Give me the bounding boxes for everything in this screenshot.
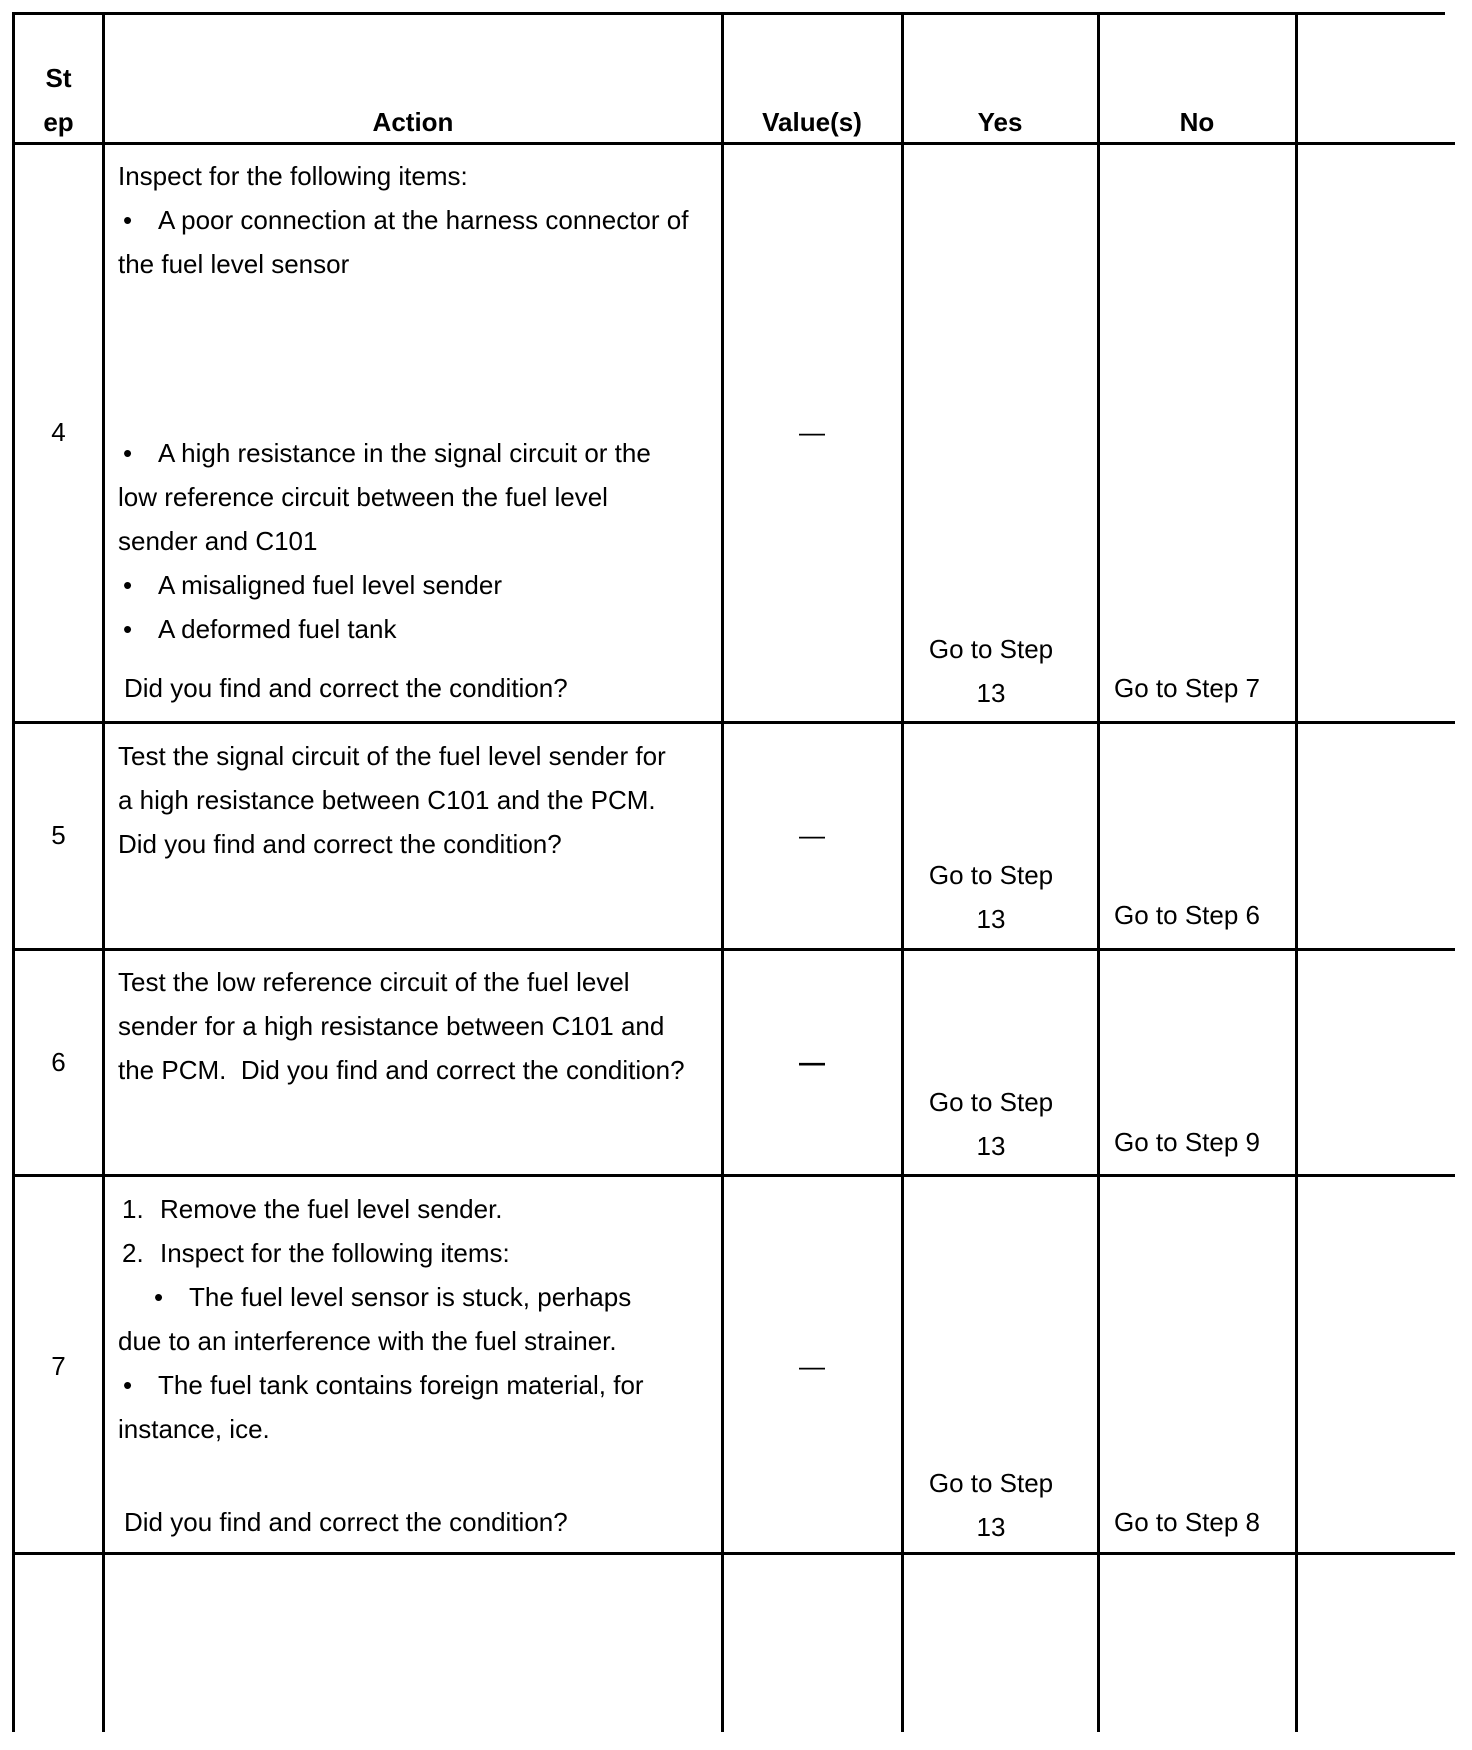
action-line: Test the low reference circuit of the fuel level	[118, 967, 630, 997]
action-line: the fuel level sensor	[118, 249, 350, 279]
value-cell: —	[799, 1351, 825, 1381]
col-divider	[1295, 15, 1298, 1732]
row-divider	[15, 1174, 1455, 1177]
no-cell: Go to Step 7	[1114, 673, 1260, 703]
action-line: low reference circuit between the fuel level	[118, 482, 608, 512]
action-bullet: • A poor connection at the harness connector of	[158, 198, 688, 242]
action-line: a high resistance between C101 and the PCM.	[118, 785, 656, 815]
header-values: Value(s)	[762, 107, 862, 137]
header-step-line1: St	[45, 63, 72, 93]
item-number: 1.	[122, 1194, 144, 1224]
yes-cell	[902, 1080, 1080, 1168]
item-number: 2.	[122, 1238, 144, 1268]
action-line: Did you find and correct the condition?	[118, 829, 562, 859]
action-cell-continued	[118, 431, 651, 651]
action-line: instance, ice.	[118, 1414, 270, 1444]
yes-cell	[902, 853, 1080, 941]
no-cell: Go to Step 6	[1114, 900, 1260, 930]
action-numbered-item	[118, 1231, 644, 1275]
action-line: Inspect for the following items:	[118, 161, 468, 191]
item-text: Remove the fuel level sender.	[160, 1194, 503, 1224]
col-divider	[102, 15, 105, 1732]
yes-line2: 13	[976, 678, 1006, 708]
action-numbered-item	[118, 1187, 644, 1231]
action-line: due to an interference with the fuel strainer.	[118, 1326, 617, 1356]
action-question: Did you find and correct the condition?	[124, 673, 568, 703]
col-divider	[1097, 15, 1100, 1732]
yes-line1: Go to Step	[928, 860, 1054, 890]
value-cell: —	[799, 820, 825, 850]
yes-cell	[902, 1461, 1080, 1549]
row-divider	[15, 948, 1455, 951]
action-cell	[118, 960, 685, 1092]
yes-line2: 13	[976, 1512, 1006, 1542]
header-no: No	[1179, 107, 1215, 137]
row-divider	[15, 1552, 1455, 1555]
action-bullet: • The fuel level sensor is stuck, perhaps	[189, 1275, 644, 1319]
step-number: 4	[51, 417, 66, 447]
yes-line2: 13	[976, 904, 1006, 934]
action-cell	[118, 734, 666, 866]
step-number: 5	[51, 820, 66, 850]
header-step-line2: ep	[43, 107, 74, 137]
yes-line1: Go to Step	[928, 1468, 1054, 1498]
no-cell: Go to Step 8	[1114, 1507, 1260, 1537]
action-question: Did you find and correct the condition?	[124, 1507, 568, 1537]
item-text: Inspect for the following items:	[160, 1238, 510, 1268]
no-cell: Go to Step 9	[1114, 1127, 1260, 1157]
action-bullet: • A high resistance in the signal circuit or the	[158, 431, 651, 475]
header-yes: Yes	[977, 107, 1023, 137]
header-action: Action	[372, 107, 454, 137]
row-divider	[15, 721, 1455, 724]
action-bullet: • The fuel tank contains foreign material, for	[158, 1363, 644, 1407]
action-cell	[118, 1187, 644, 1451]
action-line: Test the signal circuit of the fuel level sender for	[118, 741, 666, 771]
value-cell: —	[799, 417, 825, 447]
header-step	[15, 56, 102, 144]
yes-line1: Go to Step	[928, 1087, 1054, 1117]
step-number: 7	[51, 1351, 66, 1381]
action-line: the PCM. Did you find and correct the condition?	[118, 1055, 685, 1085]
col-divider	[721, 15, 724, 1732]
action-cell	[118, 154, 688, 286]
yes-cell	[902, 627, 1080, 715]
value-cell: —	[799, 1047, 825, 1077]
yes-line1: Go to Step	[928, 634, 1054, 664]
action-bullet: • A misaligned fuel level sender	[158, 563, 651, 607]
yes-line2: 13	[976, 1131, 1006, 1161]
action-line: sender for a high resistance between C101 and	[118, 1011, 665, 1041]
action-line: sender and C101	[118, 526, 318, 556]
action-bullet: • A deformed fuel tank	[158, 607, 651, 651]
step-number: 6	[51, 1047, 66, 1077]
